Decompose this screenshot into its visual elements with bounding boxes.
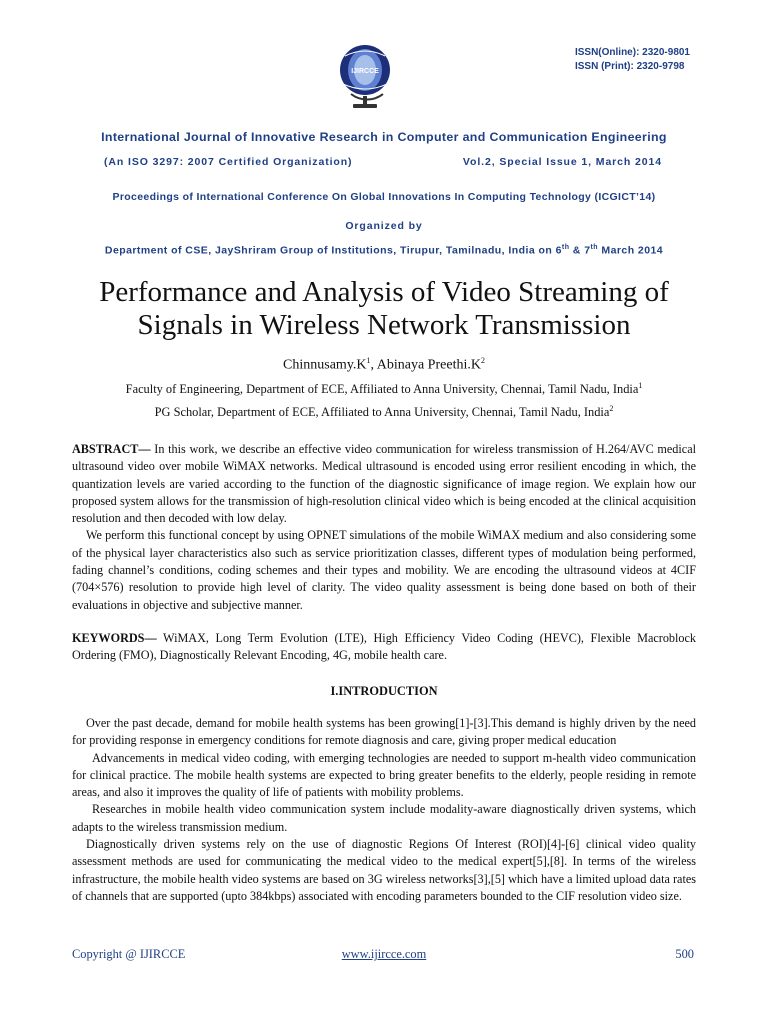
journal-logo xyxy=(337,42,393,112)
volume-issue-line: Vol.2, Special Issue 1, March 2014 xyxy=(462,156,662,168)
intro-paragraph-4: Diagnostically driven systems rely on the use of diagnostic Regions Of Interest (ROI)[4]-[6] clinical video quality assessment methods are used for communicating the medical video to the medical expert[5],[8]. In terms of the wireless infrastructure, the mobile health video systems are based on 3G wireless networks[3],[5] which have a limited upload data rates of channels that are supported (upto 384kbps) associated with encoding parameters bounded to the CIF resolution video size. xyxy=(72,837,696,903)
footer-copyright: Copyright @ IJIRCCE xyxy=(72,947,186,961)
keywords xyxy=(72,630,696,665)
issn-print: ISSN (Print): 2320-9798 xyxy=(574,61,685,72)
issn-block xyxy=(575,46,690,74)
organizing-department: Department of CSE, JayShriram Group of Institutions, Tirupur, Tamilnadu, India on 6th & 7th March 2014 xyxy=(104,244,664,257)
intro-paragraph-3: Researches in mobile health video communication system include modality-aware diagnostically driven systems, which adapts to the wireless transmission medium. xyxy=(72,802,696,834)
authors: $Chinnusamy.K^1$, Abinaya $Preethi.K^2$ xyxy=(283,356,485,373)
intro-paragraph-2: Advancements in medical video coding, with emerging technologies are needed to support m-health video communication for clinical practice. The mobile health systems are expected to bring greater benefits to the elderly, people residing in remote areas, and also it improves the quality of life of patients with mobility problems. xyxy=(72,750,696,800)
organized-by: Organized by xyxy=(345,220,423,232)
intro-paragraph-1: Over the past decade, demand for mobile health systems has been growing[1]-[3].This demand is highly driven by the need for providing response in emergency conditions for remote diagnosis and care, giving proper medical education xyxy=(72,716,696,748)
logo-text: IJIRCCE xyxy=(351,68,379,75)
abstract-paragraph-2: We perform this functional concept by using OPNET simulations of the mobile WiMAX medium and also considering some of the physical layer characteristics also such as service prioritization classes, different types of modulation being performed, fading channel’s conditions, coding schemes and their types and mobility. We are encoding the ultrasound videos at 4CIF (704×576) resolution to provide high level of clarity. The video quality assessment is being done based on both of their evaluations in objective and subjective manner. xyxy=(72,528,696,612)
abstract-label: ABSTRACT— xyxy=(72,442,151,456)
footer-website xyxy=(0,947,768,962)
paper-title xyxy=(0,276,768,342)
abstract-paragraph-1: In this work, we describe an effective video communication for wireless transmission of H.264/AVC medical ultrasound video over mobile WiMAX networks. Medical ultrasound is encoded using error resilient encoding in which, the quantization levels are varied according to the function of the diagnostic significance of image region. We explain how our proposed system allows for the transmission of high-resolution clinical video which is being encoded at the clinical acquisition resolution and then decoded with low delay. xyxy=(72,442,696,526)
iso-certification-line: (An ISO 3297: 2007 Certified Organization) xyxy=(104,156,353,168)
issn-online: ISSN(Online): 2320-9801 xyxy=(574,47,690,58)
introduction-body xyxy=(72,715,696,905)
affiliation-2: PG Scholar, Department of ECE, Affiliated to Anna University, Chennai, Tamil Nadu, India$^2$ xyxy=(154,404,614,420)
paper-title-line-1: Performance and Analysis of Video Streaming of xyxy=(99,276,669,308)
affiliation-1: Faculty of Engineering, Department of ECE, Affiliated to Anna University, Chennai, Tamil Nadu, India$^1$ xyxy=(125,381,643,397)
keywords-text: WiMAX, Long Term Evolution (LTE), High Efficiency Video Coding (HEVC), Flexible Macroblock Ordering (FMO), Diagnostically Relevant Encoding, 4G, mobile health care. xyxy=(72,631,696,663)
abstract xyxy=(72,441,696,614)
page-number: 500 xyxy=(675,947,694,961)
introduction-heading: I.INTRODUCTION xyxy=(330,684,438,698)
paper-title-line-2: Signals in Wireless Network Transmission xyxy=(137,309,631,341)
keywords-label: KEYWORDS— xyxy=(72,631,157,645)
conference-proceedings: Proceedings of International Conference On Global Innovations In Computing Technology (ICGICT’14) xyxy=(112,191,656,203)
website-link[interactable]: www.ijircce.com xyxy=(341,947,427,961)
journal-title: International Journal of Innovative Research in Computer and Communication Engineering xyxy=(101,130,667,144)
